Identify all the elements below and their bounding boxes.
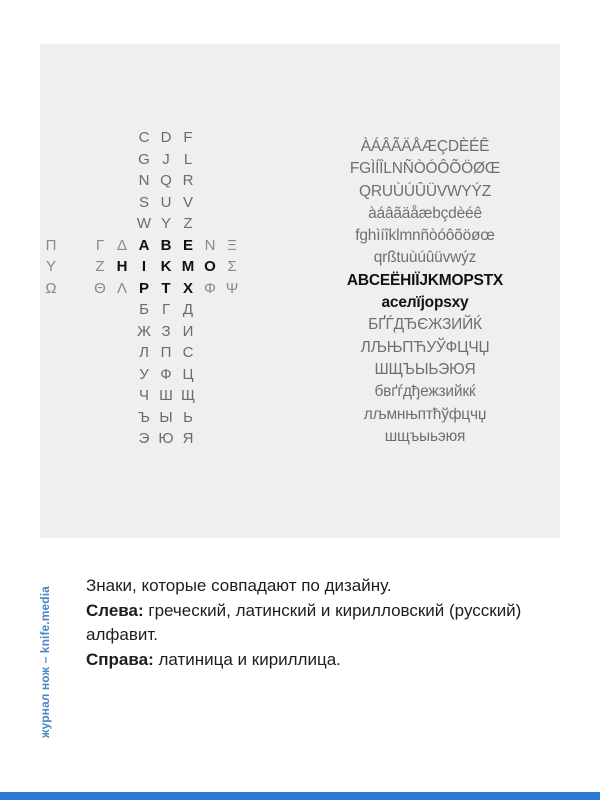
glyph-cell: Λ	[116, 279, 128, 297]
caption-right-label: Справа:	[86, 649, 154, 669]
glyph-cell: Π	[45, 236, 57, 254]
glyph-cell: I	[141, 258, 147, 275]
glyph-cell: E	[182, 236, 193, 254]
glyph-cell: Ш	[159, 387, 173, 404]
glyph-cell: Y	[160, 215, 171, 232]
glyph-line: àáâãäåæbçdèéê	[368, 204, 482, 222]
glyph-cell: A	[138, 236, 150, 254]
glyph-line: FGÌÍÎLNÑÒÓÔÕÖØŒ	[349, 160, 501, 178]
glyph-cell: Z	[183, 215, 193, 232]
glyph-cell: U	[160, 193, 172, 211]
glyph-line: QRUÙÚÛÜVWYÝZ	[359, 182, 491, 200]
latin-cyrillic-list	[318, 136, 532, 448]
glyph-cell: Y	[45, 258, 56, 275]
glyph-cell: J	[162, 150, 170, 168]
glyph-cell: У	[139, 365, 149, 383]
glyph-cell: Ω	[45, 279, 57, 297]
glyph-cell: Ю	[158, 430, 174, 447]
glyph-line: бвґѓдђежзийкќ	[374, 383, 476, 401]
glyph-cell: F	[183, 129, 193, 146]
glyph-cell: П	[160, 344, 172, 361]
glyph-line: БҐЃДЂЄЖЗИЙЌ	[368, 316, 482, 334]
glyph-cell: Ξ	[227, 236, 237, 254]
glyph-cell: С	[182, 344, 194, 361]
glyph-cell: Ы	[159, 408, 173, 426]
glyph-cell: Ψ	[225, 279, 239, 297]
glyph-cell: Я	[182, 430, 194, 447]
glyph-cell: Щ	[180, 387, 196, 404]
glyph-cell: Γ	[95, 236, 105, 254]
glyph-cell: D	[160, 129, 172, 146]
glyph-cell: Ф	[160, 365, 172, 383]
glyph-cell: Б	[139, 301, 149, 318]
glyph-cell: Z	[95, 258, 105, 275]
glyph-line: qrßtuùúûüvwýz	[373, 249, 477, 267]
caption-line-right	[86, 648, 566, 673]
caption-left-text: греческий, латинский и кирилловский (русский) алфавит.	[86, 600, 522, 644]
side-watermark: журнал нож – knife.media	[38, 586, 52, 738]
caption	[86, 574, 566, 672]
glyph-cell: M	[181, 258, 195, 275]
glyph-cell: S	[138, 193, 149, 211]
glyph-line: лљмнњптћўфцчџ	[363, 405, 487, 423]
glyph-cell: Ч	[139, 387, 149, 404]
glyph-cell: Э	[138, 430, 150, 447]
glyph-cell: X	[182, 279, 193, 297]
glyph-cell: Q	[160, 172, 172, 189]
glyph-cell: З	[161, 322, 171, 340]
glyph-cell: Θ	[94, 279, 106, 297]
glyph-cell: K	[160, 258, 172, 275]
glyph-cell: O	[204, 258, 216, 275]
glyph-line: fghìíîklmnñòóôõöøœ	[355, 227, 495, 245]
glyph-cell: И	[182, 322, 194, 340]
glyph-cell: P	[138, 279, 149, 297]
glyph-cell: L	[183, 150, 193, 168]
glyph-line: ABCEËHIÏJKMOPSTX	[346, 271, 504, 289]
glyph-cell: Δ	[116, 236, 128, 254]
glyph-cell: G	[138, 150, 150, 168]
glyph-line: ÀÁÂÃÄÅÆÇDÈÉÊ	[360, 138, 490, 155]
glyph-cell: Ь	[183, 408, 193, 426]
glyph-cell: Ц	[182, 365, 194, 383]
glyph-cell: Ж	[137, 322, 151, 340]
glyph-line: ЛЉЊПЋУЎФЦЧЏ	[360, 338, 490, 356]
glyph-cell: N	[138, 172, 150, 189]
caption-line-1: Знаки, которые совпадают по дизайну.	[86, 576, 392, 595]
glyph-cell: R	[182, 172, 194, 189]
glyph-cell: N	[204, 236, 216, 254]
caption-left-label: Слева:	[86, 600, 144, 620]
glyph-cell: Ъ	[138, 408, 150, 426]
glyph-cell: Д	[182, 301, 194, 318]
glyph-cell: T	[161, 279, 171, 297]
glyph-cell: C	[138, 129, 150, 146]
glyph-cell: Σ	[227, 258, 237, 275]
glyph-cell: V	[182, 193, 193, 211]
glyph-line: acелїjopsxy	[381, 294, 469, 312]
glyph-line: шщъыьэюя	[384, 427, 466, 445]
alphabet-cross-grid	[40, 44, 310, 484]
glyph-line: ШЩЪЫЬЭЮЯ	[374, 360, 476, 378]
glyph-cell: Л	[139, 344, 149, 361]
caption-right-text: латиница и кириллица.	[153, 649, 341, 669]
glyph-cell: B	[160, 236, 172, 254]
caption-line-left	[86, 599, 566, 648]
glyph-cell: Г	[161, 301, 171, 318]
glyph-cell: H	[116, 258, 128, 275]
bottom-accent-bar	[0, 792, 600, 800]
glyph-cell: Φ	[204, 279, 216, 297]
glyph-cell: W	[136, 215, 152, 232]
